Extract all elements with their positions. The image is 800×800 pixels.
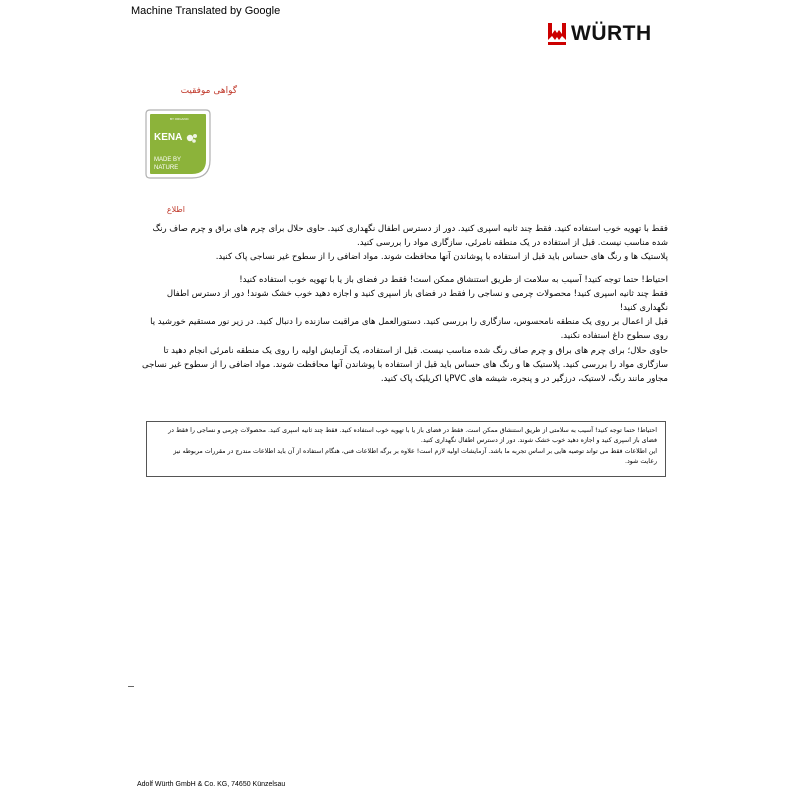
machine-translated-label: Machine Translated by Google [131,5,281,17]
paragraph: قبل از اعمال بر روی یک منطقه نامحسوس، سازگاری را بررسی کنید. دستورالعمل های مراقبت سازنده را دنبال کنید. در زیر نور مستقیم خورشید یا روی سطوح داغ استفاده نکنید. [150,317,668,342]
brand-name: WÜRTH [571,22,652,45]
wurth-logo [547,22,652,46]
kena-brand: KENA [154,132,183,143]
document-title: گواهی موفقیت [180,86,237,96]
notice-box [146,421,666,477]
paragraph: فقط چند ثانیه اسپری کنید! محصولات چرمی و نساجی را فقط در فضای باز اسپری کنید و اجازه دهید خوب خشک شوند! دور از دسترس اطفال نگهداری کنید! [166,288,668,314]
kena-sub-brand: BY ORGANIC [170,117,189,121]
notice-line: این اطلاعات فقط می تواند توصیه هایی بر اساس تجربه ما باشد. آزمایشات اولیه لازم است! علاوه بر برگه اطلاعات فنی، هنگام استفاده از آن باید اطلاعات مندرج در مقررات مربوطه نیز رعایت شود. [173,447,657,466]
paragraph: پلاستیک ها و رنگ های حساس باید قبل از استفاده با پوشاندن آنها محافظت شوند. مواد اضافی را از سطوح غیر نساجی پاک کنید. [215,252,668,263]
body-text [140,222,668,386]
paragraph: احتیاط! حتما توجه کنید! آسیب به سلامت از طریق استنشاق ممکن است! فقط در فضای باز یا با تهویه خوب استفاده کنید! [239,274,668,285]
info-heading: اطلاع [166,205,185,214]
badge-line-2: NATURE [154,165,179,171]
wurth-logo-icon [547,22,567,46]
badge-line-1: MADE BY [154,157,182,163]
paragraph: حاوی حلال؛ برای چرم های براق و چرم صاف رنگ شده مناسب نیست. قبل از استفاده، یک آزمایش اولیه را روی یک منطقه نامرئی انجام دهید تا سازگاری مواد را بررسی کنید. پلاستیک ها و رنگ های حساس باید قبل از استفاده با پوشاندن آنها محافظت شوند. مواد اضافی را از سطوح غیر نساجی مجاور مانند رنگ، لاستیک، درزگیر در و پنجره، شیشه های PVCیا اکریلیک پاک کنید. [142,345,668,385]
kena-badge-icon [144,108,212,180]
divider [128,686,134,687]
paragraph: فقط با تهویه خوب استفاده کنید. فقط چند ثانیه اسپری کنید. دور از دسترس اطفال نگهداری کنید. حاوی حلال برای چرم های براق و چرم صاف رنگ شده مناسب نیست. قبل از استفاده در یک منطقه نامرئی، سازگاری مواد را بررسی کنید. [152,224,668,249]
kena-badge [144,108,212,180]
notice-line: احتیاط! حتما توجه کنید! آسیب به سلامتی از طریق استنشاق ممکن است. فقط در فضای باز یا با تهویه خوب استفاده کنید. فقط چند ثانیه اسپری کنید. محصولات چرمی و نساجی را فقط در فضای باز اسپری کنید و اجازه دهید خوب خشک شوند. دور از دسترس اطفال نگهداری کنید. [168,427,657,445]
footer-company: Adolf Würth GmbH & Co. KG, 74650 Künzelsau [137,781,286,788]
